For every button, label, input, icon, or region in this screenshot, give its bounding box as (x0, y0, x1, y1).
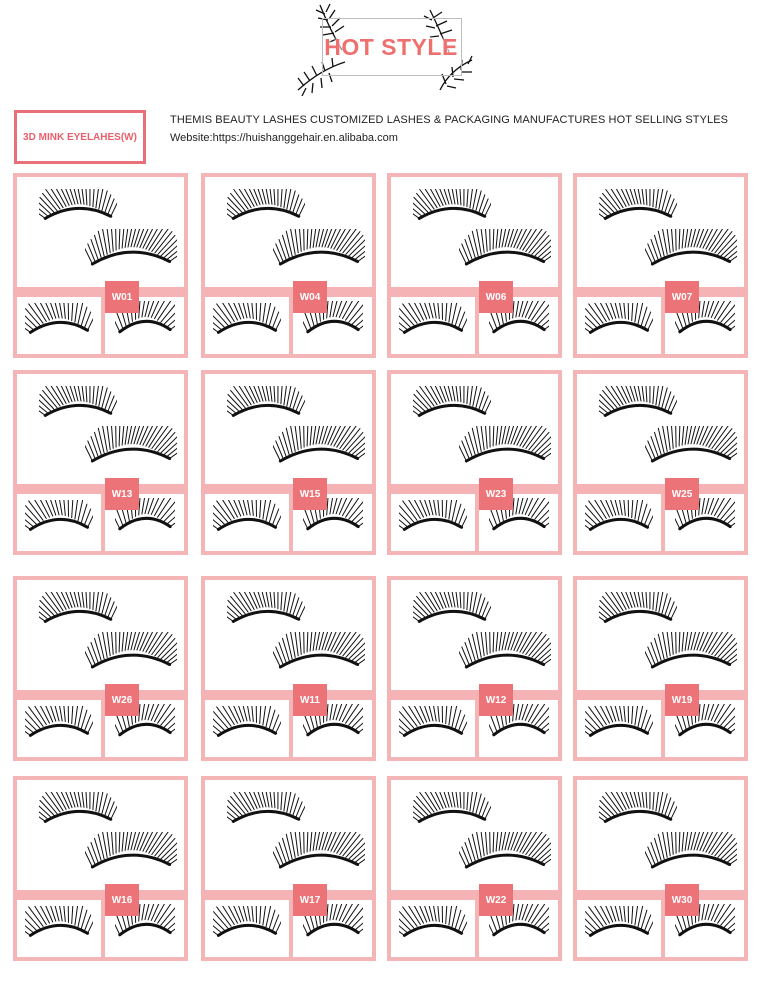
product-card[interactable] (387, 173, 562, 358)
divider-band (573, 690, 748, 700)
lash-closeup-photo (577, 297, 661, 354)
divider-band (387, 890, 562, 900)
lash-closeup-photo (391, 494, 475, 551)
product-code-badge: W01 (105, 281, 139, 313)
lash-pair-photo (391, 580, 558, 690)
product-code-badge: W30 (665, 884, 699, 916)
divider-band (13, 287, 188, 297)
lash-pair-photo (577, 374, 744, 484)
product-card[interactable] (13, 776, 188, 961)
category-label: 3D MINK EYELAHES(W) (23, 131, 137, 143)
divider-band (387, 287, 562, 297)
product-code-badge: W04 (293, 281, 327, 313)
page-title: HOT STYLE (324, 34, 458, 60)
divider-band (573, 287, 748, 297)
lash-pair-photo (17, 177, 184, 287)
product-card[interactable] (573, 173, 748, 358)
lash-closeup-photo (205, 700, 289, 757)
divider-band (573, 484, 748, 494)
product-code-badge: W07 (665, 281, 699, 313)
lash-closeup-photo (205, 900, 289, 957)
product-card[interactable] (13, 173, 188, 358)
product-card[interactable] (573, 576, 748, 761)
divider-band (13, 890, 188, 900)
lash-closeup-photo (17, 494, 101, 551)
lash-pair-photo (17, 580, 184, 690)
lash-closeup-photo (205, 297, 289, 354)
lash-pair-photo (17, 374, 184, 484)
divider-band (573, 890, 748, 900)
product-code-badge: W11 (293, 684, 327, 716)
product-card[interactable] (387, 776, 562, 961)
lash-pair-photo (391, 780, 558, 890)
product-code-badge: W25 (665, 478, 699, 510)
lash-pair-photo (391, 374, 558, 484)
product-card[interactable] (573, 776, 748, 961)
lash-pair-photo (577, 780, 744, 890)
lash-pair-photo (391, 177, 558, 287)
lash-pair-photo (205, 374, 372, 484)
product-card[interactable] (13, 370, 188, 555)
product-card[interactable] (13, 576, 188, 761)
product-code-badge: W13 (105, 478, 139, 510)
lash-closeup-photo (391, 700, 475, 757)
product-card[interactable] (573, 370, 748, 555)
lash-pair-photo (205, 780, 372, 890)
product-code-badge: W19 (665, 684, 699, 716)
product-code-badge: W22 (479, 884, 513, 916)
divider-band (201, 890, 376, 900)
lash-closeup-photo (577, 700, 661, 757)
lash-closeup-photo (577, 900, 661, 957)
hero-banner (290, 0, 480, 96)
lash-closeup-photo (577, 494, 661, 551)
lash-closeup-photo (391, 900, 475, 957)
product-code-badge: W17 (293, 884, 327, 916)
category-label-box (14, 110, 146, 164)
product-code-badge: W26 (105, 684, 139, 716)
product-card[interactable] (201, 370, 376, 555)
lash-closeup-photo (391, 297, 475, 354)
lash-closeup-photo (205, 494, 289, 551)
product-code-badge: W15 (293, 478, 327, 510)
lash-pair-photo (205, 580, 372, 690)
divider-band (13, 690, 188, 700)
divider-band (201, 484, 376, 494)
lash-pair-photo (17, 780, 184, 890)
lash-pair-photo (577, 177, 744, 287)
divider-band (13, 484, 188, 494)
lash-pair-photo (205, 177, 372, 287)
product-card[interactable] (201, 173, 376, 358)
product-card[interactable] (201, 776, 376, 961)
product-code-badge: W12 (479, 684, 513, 716)
lash-pair-photo (577, 580, 744, 690)
website-link[interactable]: Website:https://huishanggehair.en.alibaba.com (170, 132, 398, 144)
product-code-badge: W16 (105, 884, 139, 916)
divider-band (387, 690, 562, 700)
product-card[interactable] (387, 370, 562, 555)
divider-band (201, 690, 376, 700)
lash-closeup-photo (17, 297, 101, 354)
product-card[interactable] (201, 576, 376, 761)
lash-closeup-photo (17, 900, 101, 957)
product-card[interactable] (387, 576, 562, 761)
divider-band (201, 287, 376, 297)
lash-closeup-photo (17, 700, 101, 757)
product-code-badge: W06 (479, 281, 513, 313)
product-code-badge: W23 (479, 478, 513, 510)
divider-band (387, 484, 562, 494)
company-headline: THEMIS BEAUTY LASHES CUSTOMIZED LASHES & PACKAGING MANUFACTURES HOT SELLING STYLES (170, 114, 729, 126)
